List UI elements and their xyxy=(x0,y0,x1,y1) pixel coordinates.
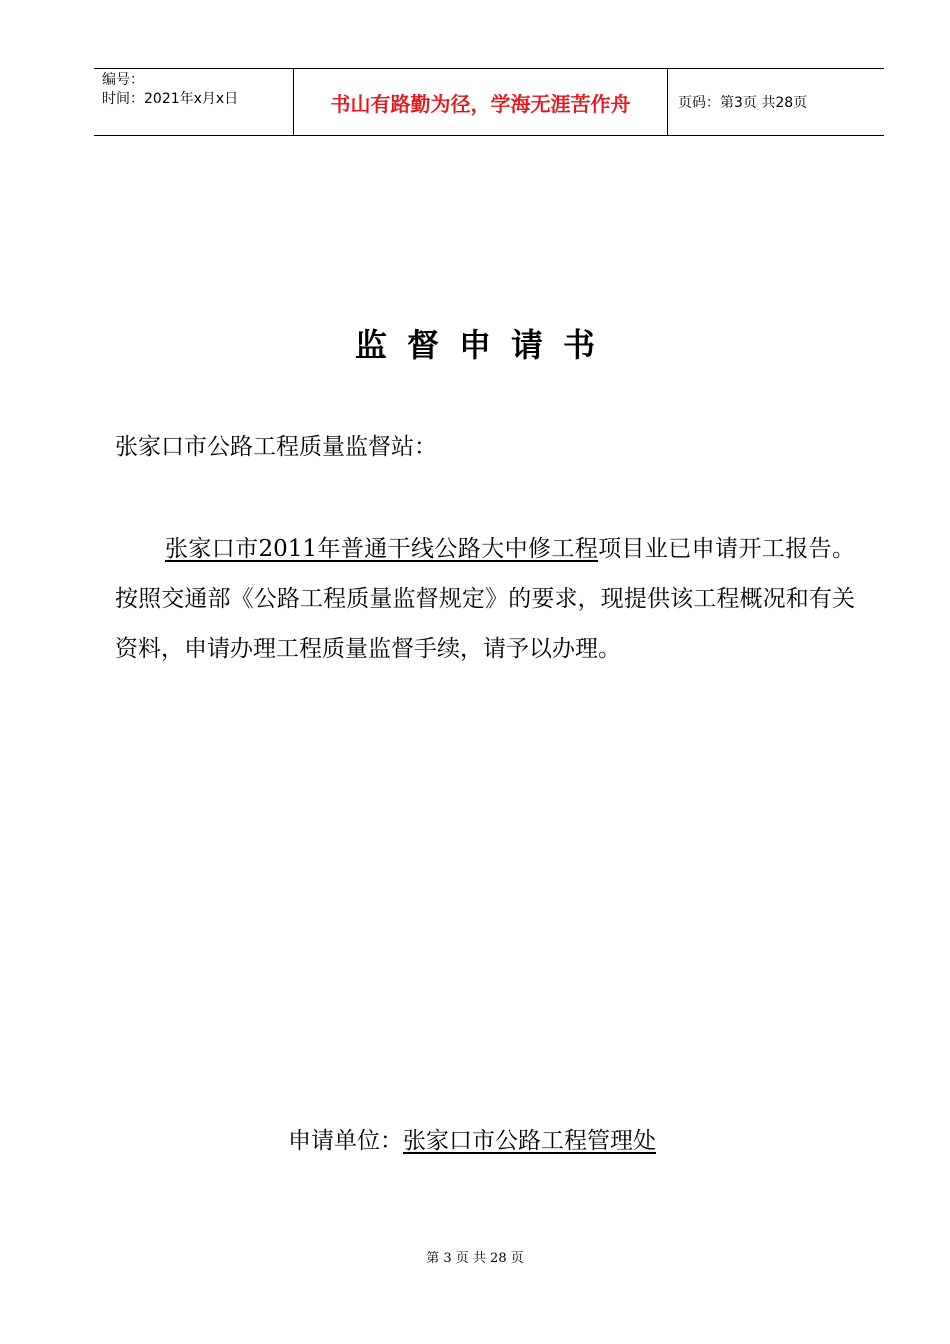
time-label: 时间：2021年x月x日 xyxy=(102,91,239,107)
header-meta xyxy=(94,69,294,135)
header-page-info: 页码：第3页 共28页 xyxy=(678,95,808,111)
number-label: 编号： xyxy=(102,72,144,88)
body-paragraph xyxy=(115,524,855,674)
document-title: 监督申请书 xyxy=(354,326,615,364)
project-name: 张家口市2011年普通干线公路大中修工程 xyxy=(165,536,599,562)
applicant-name: 张家口市公路工程管理处 xyxy=(403,1128,656,1154)
page-footer: 第 3 页 共 28 页 xyxy=(426,1251,524,1266)
applicant-line xyxy=(288,1122,656,1155)
header-motto: 书山有路勤为径，学海无涯苦作舟 xyxy=(294,69,668,135)
addressee: 张家口市公路工程质量监督站： xyxy=(115,434,437,460)
page-header xyxy=(94,68,884,136)
body-rest: 项目业已申请开工报告。按照交通部《公路工程质量监督规定》的要求，现提供该工程概况和有关资料，申请办理工程质量监督手续，请予以办理。 xyxy=(115,536,855,662)
applicant-label: 申请单位： xyxy=(288,1128,403,1154)
